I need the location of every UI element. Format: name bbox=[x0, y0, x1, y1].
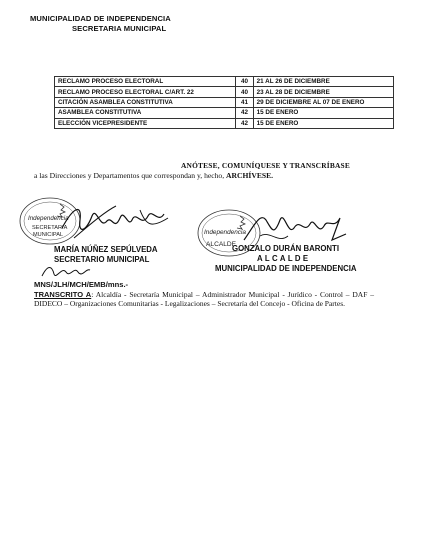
transcrito-recipients: : Alcaldía - Secretaría Municipal – Administrador Municipal - Jurídico - Control – DAF – DIDECO – Organizaciones Comunitarias - Legalizaciones – Secretaría del Concejo - Oficina de Partes. bbox=[34, 290, 374, 309]
row-number: 40 bbox=[236, 87, 253, 97]
row-description: RECLAMO PROCESO ELECTORAL C/ART. 22 bbox=[55, 87, 236, 97]
closing-formula: ANÓTESE, COMUNÍQUESE Y TRANSCRÍBASE bbox=[181, 161, 350, 170]
table-row bbox=[55, 118, 394, 128]
table-row bbox=[55, 97, 394, 107]
row-number: 40 bbox=[236, 77, 253, 87]
archivese-text: ARCHÍVESE. bbox=[226, 171, 274, 180]
row-date: 29 DE DICIEMBRE AL 07 DE ENERO bbox=[253, 97, 393, 107]
row-description: CITACIÓN ASAMBLEA CONSTITUTIVA bbox=[55, 97, 236, 107]
table-row bbox=[55, 108, 394, 118]
stamp-left-line2: SECRETARIA bbox=[32, 225, 68, 231]
row-description: ASAMBLEA CONSTITUTIVA bbox=[55, 108, 236, 118]
schedule-table bbox=[54, 76, 394, 129]
row-number: 41 bbox=[236, 97, 253, 107]
row-number: 42 bbox=[236, 108, 253, 118]
row-date: 21 AL 26 DE DICIEMBRE bbox=[253, 77, 393, 87]
closing-distribution-text: a las Direcciones y Departamentos que correspondan y, hecho, bbox=[34, 171, 225, 180]
document-initials: MNS/JLH/MCH/EMB/mns.- bbox=[34, 280, 129, 289]
table-row bbox=[55, 87, 394, 97]
secretary-title: SECRETARIO MUNICIPAL bbox=[54, 255, 150, 264]
row-date: 23 AL 28 DE DICIEMBRE bbox=[253, 87, 393, 97]
row-number: 42 bbox=[236, 118, 253, 128]
secretary-signature bbox=[56, 198, 174, 246]
secretary-name: MARÍA NÚÑEZ SEPÚLVEDA bbox=[54, 245, 158, 254]
row-date: 15 DE ENERO bbox=[253, 108, 393, 118]
transcrito-paragraph bbox=[34, 290, 374, 309]
alcalde-title: ALCALDE bbox=[257, 254, 311, 263]
municipality-header: MUNICIPALIDAD DE INDEPENDENCIA bbox=[30, 14, 171, 23]
secretaria-header: SECRETARIA MUNICIPAL bbox=[72, 24, 167, 33]
table-row bbox=[55, 77, 394, 87]
stamp-right-line1: Independencia bbox=[204, 229, 246, 236]
row-description: RECLAMO PROCESO ELECTORAL bbox=[55, 77, 236, 87]
stamp-left-line3: MUNICIPAL bbox=[33, 232, 64, 238]
alcalde-name: GONZALO DURÁN BARONTI bbox=[232, 244, 339, 253]
row-description: ELECCIÓN VICEPRESIDENTE bbox=[55, 118, 236, 128]
row-date: 15 DE ENERO bbox=[253, 118, 393, 128]
transcrito-label: TRANSCRITO A bbox=[34, 290, 92, 299]
closing-distribution bbox=[34, 171, 273, 180]
alcalde-org: MUNICIPALIDAD DE INDEPENDENCIA bbox=[215, 264, 357, 273]
stamp-right-line2: ALCALDE bbox=[206, 241, 237, 248]
stamp-left-line1: Independencia bbox=[28, 215, 69, 222]
initials-scribble bbox=[40, 262, 92, 282]
